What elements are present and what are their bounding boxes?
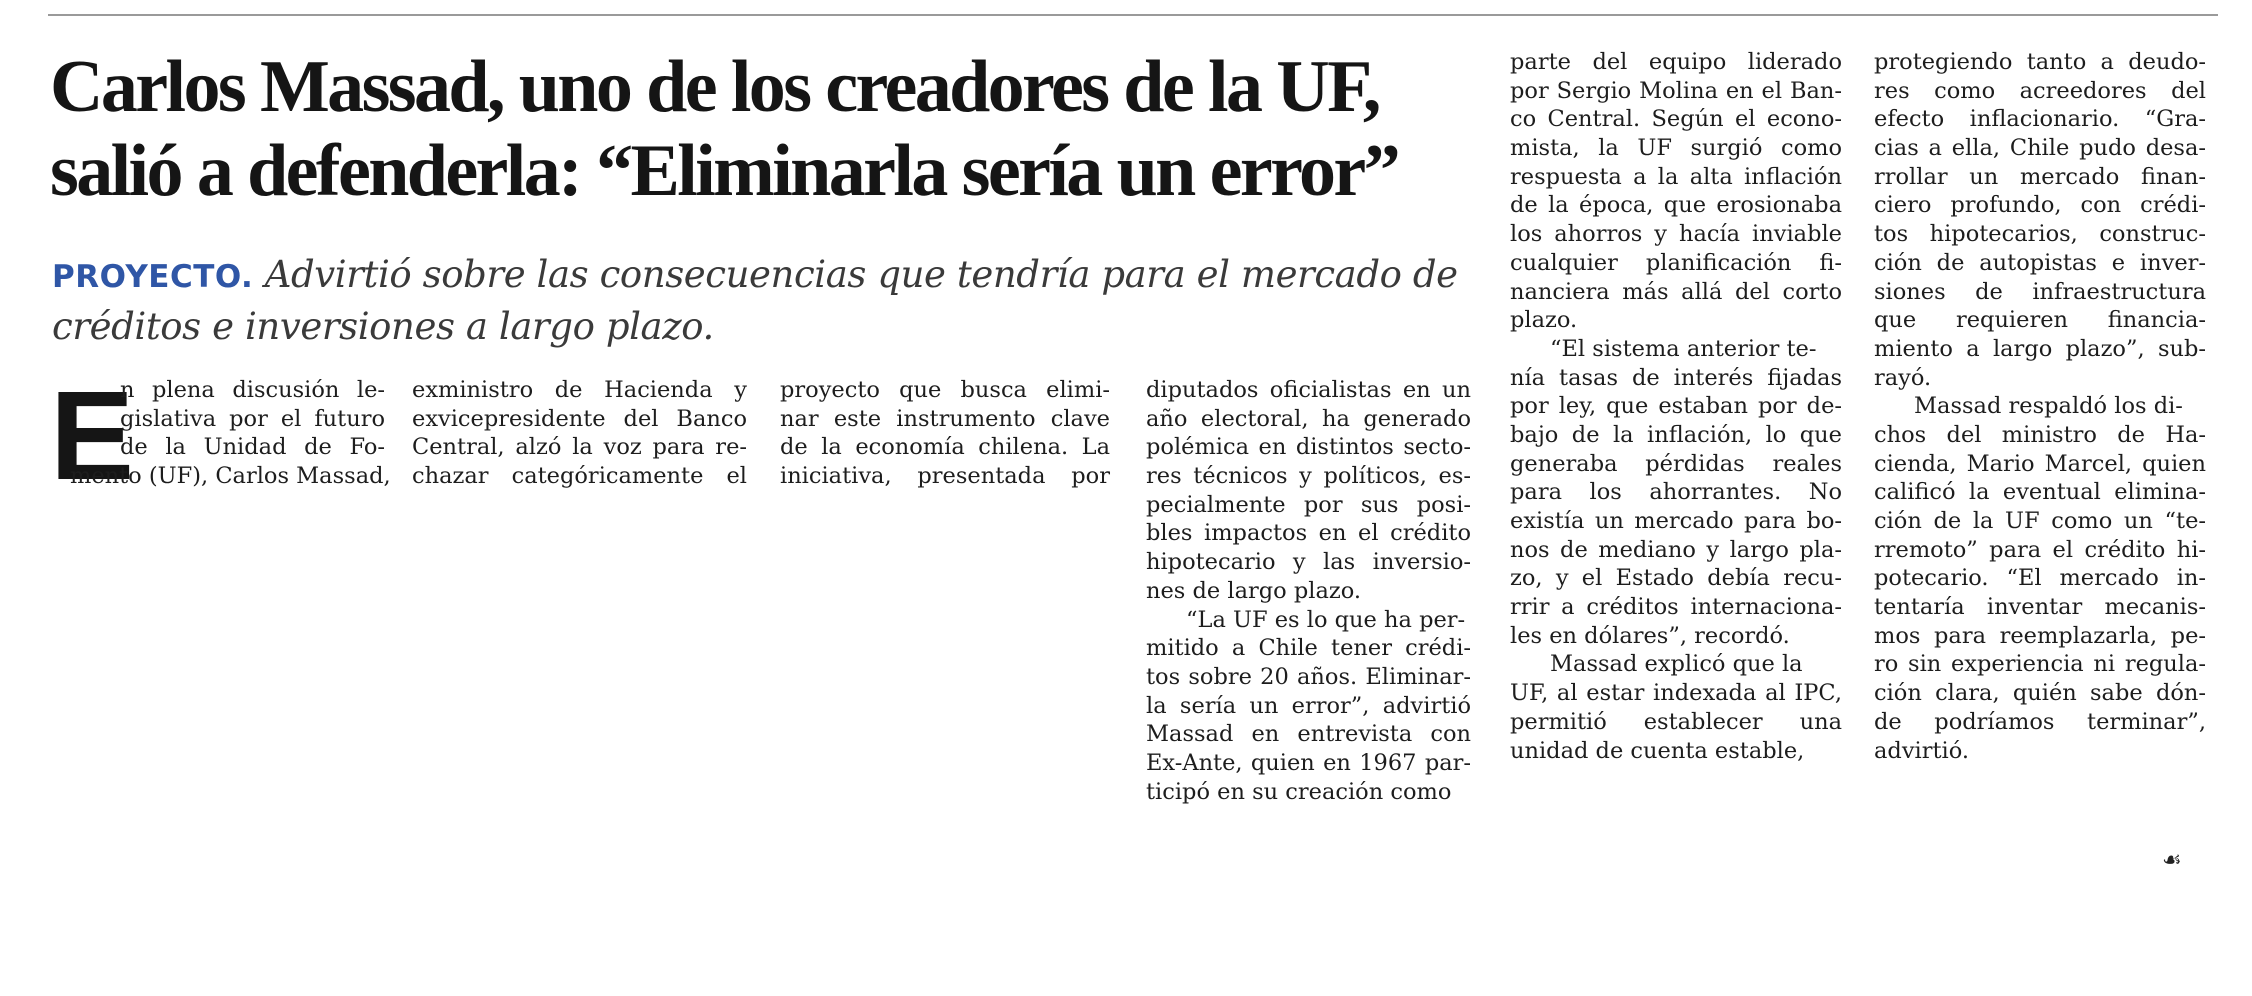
body-line: potecario. “El mercado in- <box>1874 565 2206 592</box>
body-line: año electoral, ha generado <box>1146 405 1471 432</box>
body-line: rrollar un mercado finan- <box>1874 163 2206 190</box>
body-line: Massad respaldó los di- <box>1914 393 2183 420</box>
body-column-4 <box>1146 376 1471 806</box>
body-line: nes de largo plazo. <box>1146 577 1362 604</box>
body-line: la sería un error”, advirtió <box>1146 692 1471 719</box>
body-line: bajo de la inflación, lo que <box>1510 421 1842 448</box>
body-line: n plena discusión le- <box>120 377 385 403</box>
body-line: protegiendo tanto a deudo- <box>1874 49 2206 75</box>
body-column-5 <box>1510 48 1842 765</box>
body-line: nanciera más allá del corto <box>1510 278 1842 305</box>
body-line: nos de mediano y largo pla- <box>1510 536 1842 563</box>
body-line: pecialmente por sus posi- <box>1146 491 1471 518</box>
body-line: que requieren financia- <box>1874 307 2206 334</box>
body-line: advirtió. <box>1874 737 1970 764</box>
body-line: permitió establecer una <box>1510 708 1842 735</box>
body-line: de podríamos terminar”, <box>1874 708 2206 735</box>
body-line: iniciativa, presentada por <box>780 463 1110 490</box>
body-line: res técnicos y políticos, es- <box>1146 463 1471 490</box>
body-line: de la Unidad de Fo- <box>120 434 385 461</box>
body-line: res como acreedores del <box>1874 77 2206 104</box>
body-line: cualquier planificación fi- <box>1510 249 1842 276</box>
body-line: “El sistema anterior te- <box>1550 335 1817 362</box>
body-line: mento (UF), Carlos Massad, <box>70 463 391 490</box>
body-column-3 <box>780 376 1110 491</box>
body-line: ción clara, quién sabe dón- <box>1874 680 2206 707</box>
body-column-1 <box>70 376 391 491</box>
body-line: zo, y el Estado debía recu- <box>1510 565 1842 592</box>
kicker-label: PROYECTO. <box>52 259 254 295</box>
body-line: generaba pérdidas reales <box>1510 450 1842 477</box>
body-line: plazo. <box>1510 307 1578 334</box>
body-line: mos para reemplazarla, pe- <box>1874 622 2206 649</box>
body-line: bles impactos en el crédito <box>1146 520 1471 547</box>
body-line: efecto inflacionario. “Gra- <box>1874 106 2206 133</box>
body-line: de la economía chilena. La <box>780 434 1110 461</box>
body-line: siones de infraestructura <box>1874 278 2206 305</box>
headline-line-2: salió a defenderla: “Eliminarla sería un error” <box>50 130 1399 212</box>
body-line: por ley, que estaban por de- <box>1510 393 1842 420</box>
headline <box>50 45 1530 213</box>
body-line: por Sergio Molina en el Ban- <box>1510 77 1842 104</box>
deck-line-1 <box>52 250 1492 302</box>
body-line: proyecto que busca elimi- <box>780 377 1110 403</box>
body-line: unidad de cuenta estable, <box>1510 737 1805 764</box>
body-column-2 <box>412 376 747 491</box>
deck-line-2: créditos e inversiones a largo plazo. <box>52 305 714 348</box>
body-line: rayó. <box>1874 364 1932 391</box>
body-line: UF, al estar indexada al IPC, <box>1510 680 1842 707</box>
body-line: les en dólares”, recordó. <box>1510 622 1790 649</box>
body-column-6 <box>1874 48 2206 765</box>
body-line: ticipó en su creación como <box>1146 778 1452 805</box>
body-line: ro sin experiencia ni regula- <box>1874 651 2206 678</box>
body-line: existía un mercado para bo- <box>1510 508 1842 534</box>
body-line: tentaría inventar mecanis- <box>1874 594 2206 621</box>
body-line: chos del ministro de Ha- <box>1874 421 2206 448</box>
body-line: mista, la UF surgió como <box>1510 135 1842 162</box>
body-line: tos hipotecarios, construc- <box>1874 221 2206 248</box>
deck <box>52 250 1492 352</box>
body-line: rremoto” para el crédito hi- <box>1874 536 2206 563</box>
body-line: cias a ella, Chile pudo desa- <box>1874 135 2206 162</box>
body-line: polémica en distintos secto- <box>1146 434 1471 461</box>
body-line: rrir a créditos internaciona- <box>1510 594 1842 621</box>
body-line: respuesta a la alta inflación <box>1510 163 1842 190</box>
body-line: nar este instrumento clave <box>780 405 1110 432</box>
body-line: ción de autopistas e inver- <box>1874 249 2206 276</box>
body-line: cienda, Mario Marcel, quien <box>1874 450 2206 477</box>
body-line: ciero profundo, con crédi- <box>1874 192 2206 219</box>
body-line: ción de la UF como un “te- <box>1874 508 2206 534</box>
body-line: para los ahorrantes. No <box>1510 479 1842 506</box>
body-line: mitido a Chile tener crédi- <box>1146 635 1471 662</box>
body-line: Massad explicó que la <box>1550 651 1803 678</box>
drop-cap: E <box>50 365 135 506</box>
end-mark-icon: ☙ <box>2162 848 2182 873</box>
deck-text-1: Advirtió sobre las consecuencias que tendría para el mercado de <box>264 253 1458 296</box>
body-line: diputados oficialistas en un <box>1146 377 1471 403</box>
body-line: gislativa por el futuro <box>120 405 385 432</box>
body-line: “La UF es lo que ha per- <box>1186 606 1466 633</box>
body-line: co Central. Según el econo- <box>1510 106 1842 133</box>
body-line: tos sobre 20 años. Eliminar- <box>1146 663 1471 690</box>
body-line: Ex-Ante, quien en 1967 par- <box>1146 749 1471 776</box>
body-line: nía tasas de interés fijadas <box>1510 364 1842 391</box>
body-line: Massad en entrevista con <box>1146 721 1471 748</box>
body-line: exvicepresidente del Banco <box>412 405 747 432</box>
body-line: miento a largo plazo”, sub- <box>1874 335 2206 362</box>
top-rule <box>48 14 2218 16</box>
body-line: parte del equipo liderado <box>1510 49 1842 75</box>
body-line: chazar categóricamente el <box>412 463 747 490</box>
body-line: Central, alzó la voz para re- <box>412 434 747 461</box>
body-line: hipotecario y las inversio- <box>1146 549 1471 576</box>
body-line: los ahorros y hacía inviable <box>1510 221 1842 248</box>
body-line: calificó la eventual elimina- <box>1874 479 2206 506</box>
body-line: de la época, que erosionaba <box>1510 192 1842 219</box>
body-line: exministro de Hacienda y <box>412 377 747 403</box>
headline-line-1: Carlos Massad, uno de los creadores de la UF, <box>50 46 1379 128</box>
